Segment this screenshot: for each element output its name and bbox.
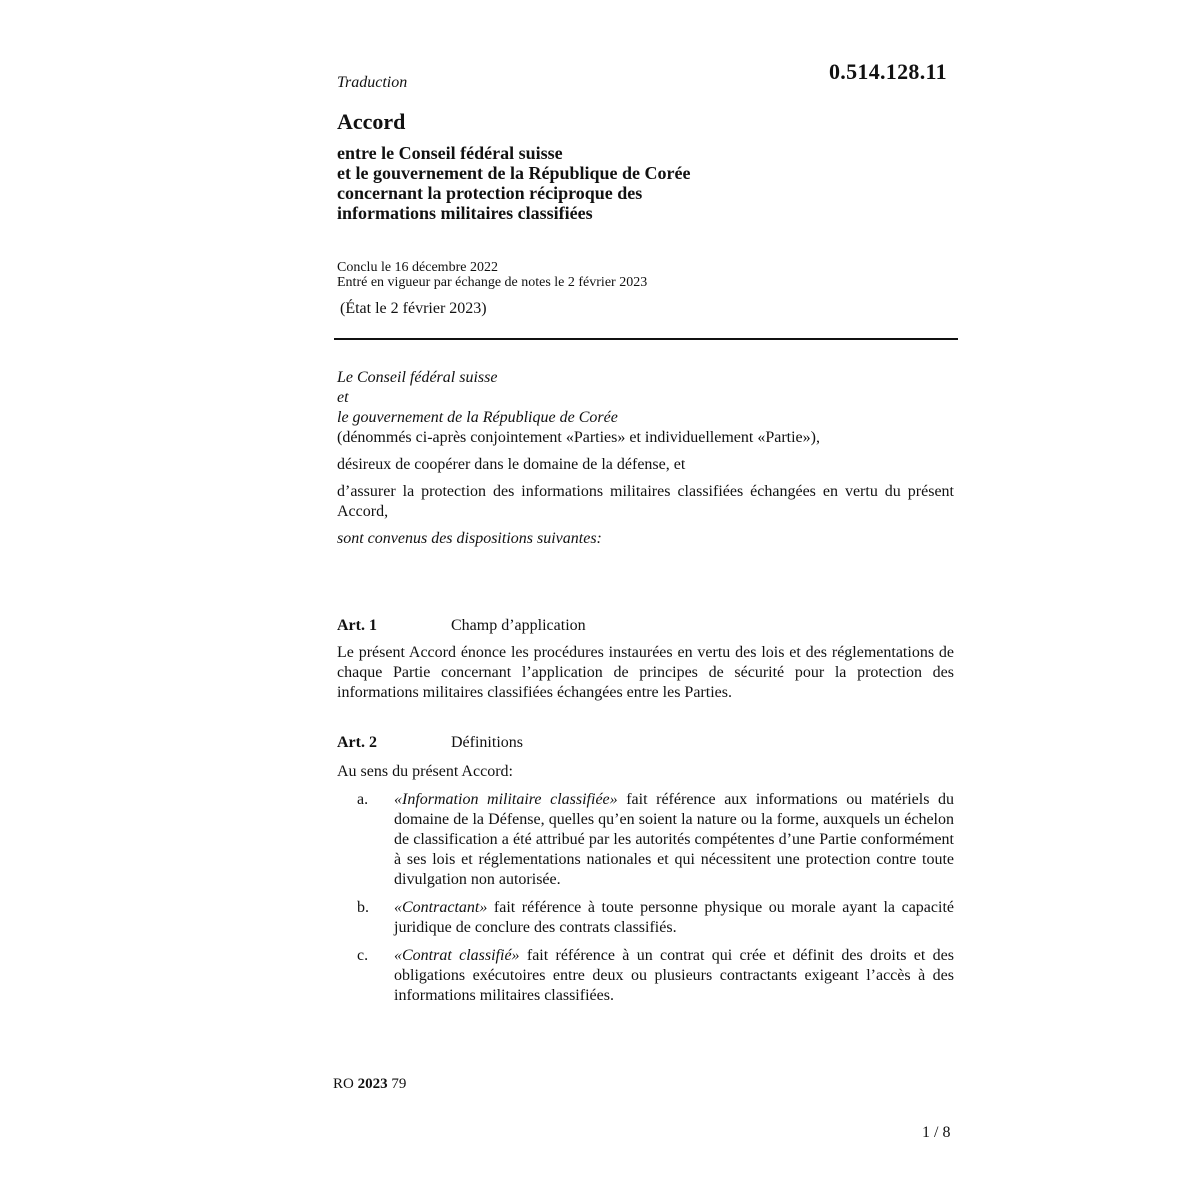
entry-into-force: Entré en vigueur par échange de notes le 2 février 2023 xyxy=(337,275,648,290)
document-dates xyxy=(337,260,647,290)
article-heading xyxy=(337,616,954,636)
agreement-clause: sont convenus des dispositions suivantes: xyxy=(337,530,602,547)
party-two: le gouvernement de la République de Corée xyxy=(337,409,618,426)
ro-prefix: RO xyxy=(333,1076,354,1092)
article-heading xyxy=(337,733,954,753)
list-item xyxy=(337,790,954,890)
item-letter: b. xyxy=(357,899,369,916)
document-subtitle xyxy=(337,143,817,223)
status-date: (État le 2 février 2023) xyxy=(340,300,487,317)
header-divider xyxy=(334,338,958,340)
article-1 xyxy=(337,616,954,703)
sr-number: 0.514.128.11 xyxy=(829,59,947,84)
defined-term: «Information militaire classifiée» xyxy=(394,791,618,808)
page-number: 1 / 8 xyxy=(922,1124,951,1141)
article-number: Art. 1 xyxy=(337,617,377,634)
subtitle-line: informations militaires classifiées xyxy=(337,203,593,223)
document-title: Accord xyxy=(337,109,406,134)
item-letter: a. xyxy=(357,791,369,808)
translation-label: Traduction xyxy=(337,74,408,91)
definition-text: fait référence à toute personne physique ou morale ayant la capacité juridique de conclure des contrats classifiés. xyxy=(394,899,954,936)
article-intro: Au sens du présent Accord: xyxy=(337,763,513,780)
ro-year: 2023 xyxy=(357,1076,388,1092)
subtitle-line: entre le Conseil fédéral suisse xyxy=(337,143,563,163)
article-number: Art. 2 xyxy=(337,734,377,751)
list-item xyxy=(337,946,954,1006)
ro-page: 79 xyxy=(391,1076,407,1092)
list-item xyxy=(337,898,954,938)
designation-clause: (dénommés ci-après conjointement «Parties» et individuellement «Partie»), xyxy=(337,429,820,446)
concluded-date: Conclu le 16 décembre 2022 xyxy=(337,260,498,275)
article-text: Le présent Accord énonce les procédures instaurées en vertu des lois et des réglementations de chaque Partie concernant l’application de principes de sécurité pour la protection des informations militaires classifiées échangées entre les Parties. xyxy=(337,644,954,701)
purpose-clause: d’assurer la protection des informations militaires classifiées échangées en vertu du présent Accord, xyxy=(337,483,954,520)
party-one: Le Conseil fédéral suisse xyxy=(337,369,498,386)
definitions-list xyxy=(337,790,954,1006)
subtitle-line: concernant la protection réciproque des xyxy=(337,183,643,203)
article-2 xyxy=(337,733,954,1006)
article-title: Champ d’application xyxy=(451,617,586,634)
definition-text: fait référence aux informations ou matériels du domaine de la Défense, quelles qu’en soient la nature ou la forme, auxquels un échelon de classification a été attribué par les autorités compétentes d’une Partie conformément à ses lois et réglementations nationales et qui nécessitent une protection contre toute divulgation non autorisée. xyxy=(394,791,954,888)
article-title: Définitions xyxy=(451,734,523,751)
subtitle-line: et le gouvernement de la République de Corée xyxy=(337,163,691,183)
desire-clause: désireux de coopérer dans le domaine de la défense, et xyxy=(337,456,686,473)
conjunction: et xyxy=(337,389,349,406)
definition-text: fait référence à un contrat qui crée et définit des droits et des obligations exécutoires entre deux ou plusieurs contractants exigeant l’accès à des informations militaires classifiées. xyxy=(394,947,954,1004)
item-letter: c. xyxy=(357,947,369,964)
defined-term: «Contractant» xyxy=(394,899,488,916)
defined-term: «Contrat classifié» xyxy=(394,947,520,964)
preamble xyxy=(337,368,954,549)
official-compilation-ref xyxy=(333,1076,406,1093)
